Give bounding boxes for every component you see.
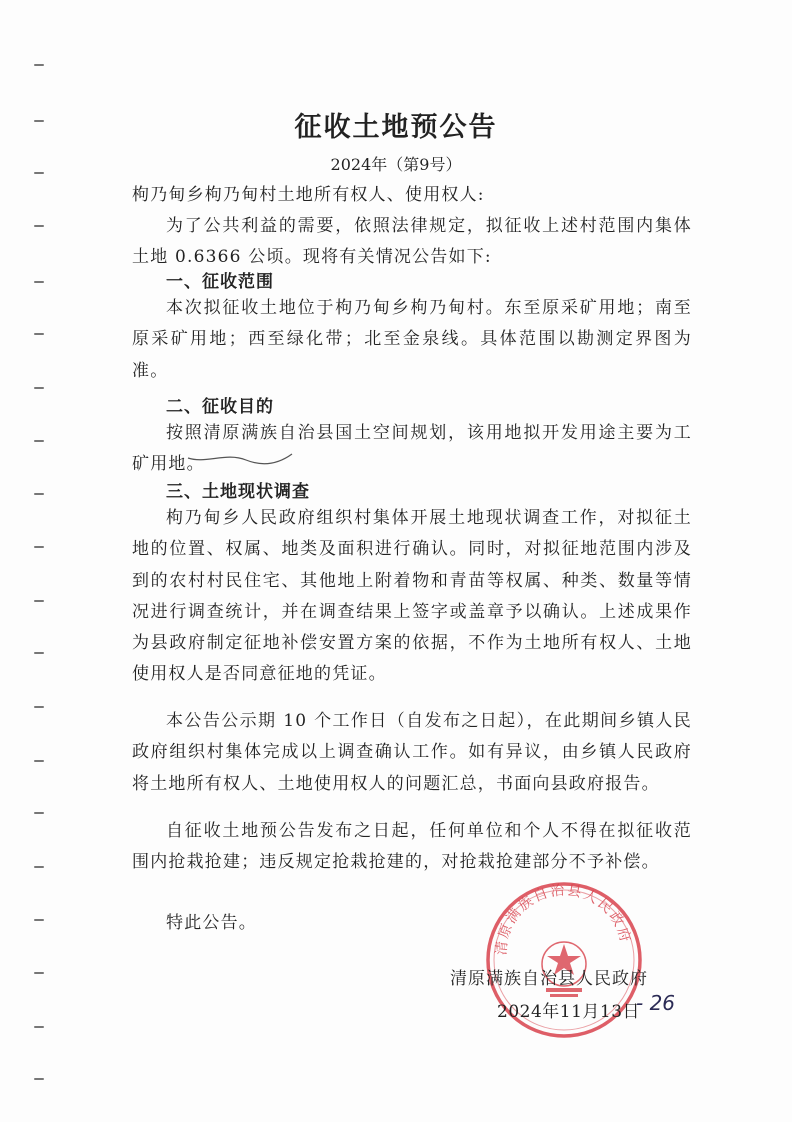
- scan-mark: [34, 64, 44, 66]
- section-heading-survey: 三、土地现状调查: [166, 482, 310, 502]
- scan-mark: [34, 333, 44, 335]
- prohibition-paragraph: 自征收土地预公告发布之日起，任何单位和个人不得在拟征收范围内抢栽抢建；违反规定抢栽抢建的，对抢栽抢建部分不予补偿。: [132, 821, 692, 873]
- section-body-survey: 枸乃甸乡人民政府组织村集体开展土地现状调查工作，对拟征土地的位置、权属、地类及面积进行确认。同时，对拟征地范围内涉及到的农村村民住宅、其他地上附着物和青苗等权属、种类、数量等情况进行调查统计，并在调查结果上签字或盖章予以确认。上述成果作为县政府制定征地补偿安置方案的依据，不作为土地所有权人、土地使用权人是否同意征地的凭证。: [132, 508, 692, 685]
- handwritten-underline: [186, 446, 296, 466]
- scan-mark: [34, 600, 44, 602]
- scan-mark: [34, 225, 44, 227]
- scan-mark: [34, 812, 44, 814]
- closing-text: 特此公告。: [166, 913, 257, 933]
- section-body-scope: 本次拟征收土地位于枸乃甸乡枸乃甸村。东至原采矿用地；南至原采矿用地；西至绿化带；北至金泉线。具体范围以勘测定界图为准。: [132, 298, 692, 381]
- scan-mark: [34, 1078, 44, 1080]
- scan-mark: [34, 652, 44, 654]
- section-heading-purpose: 二、征收目的: [166, 397, 274, 417]
- scan-mark: [34, 866, 44, 868]
- publicity-paragraph: 本公告公示期 10 个工作日（自发布之日起），在此期间乡镇人民政府组织村集体完成以上调查确认工作。如有异议，由乡镇人民政府将土地所有权人、土地使用权人的问题汇总，书面向县政府报告。: [132, 711, 692, 794]
- intro-paragraph: 为了公共利益的需要，依照法律规定，拟征收上述村范围内集体土地 0.6366 公顷。现将有关情况公告如下:: [132, 216, 692, 268]
- issuer-signature: 清原满族自治县人民政府: [450, 969, 648, 989]
- issue-date: 2024年11月13日: [497, 1002, 641, 1022]
- scan-mark: [34, 760, 44, 762]
- scan-mark: [34, 919, 44, 921]
- section-body-purpose: 按照清原满族自治县国土空间规划，该用地拟开发用途主要为工矿用地。: [132, 423, 692, 475]
- addressee: 枸乃甸乡枸乃甸村土地所有权人、使用权人:: [132, 185, 485, 205]
- scan-mark: [34, 546, 44, 548]
- scan-mark: [34, 387, 44, 389]
- svg-text:清原满族自治县人民政府: 清原满族自治县人民政府: [493, 882, 634, 956]
- scan-mark: [34, 706, 44, 708]
- handwritten-note: - 26: [636, 991, 676, 1015]
- document-title: 征收土地预公告: [294, 112, 498, 143]
- scan-mark: [34, 281, 44, 283]
- scan-mark: [34, 1026, 44, 1028]
- scan-mark: [34, 972, 44, 974]
- document-number: 2024年（第9号）: [330, 155, 462, 174]
- section-heading-scope: 一、征收范围: [166, 272, 274, 292]
- scan-mark: [34, 440, 44, 442]
- scan-mark: [34, 493, 44, 495]
